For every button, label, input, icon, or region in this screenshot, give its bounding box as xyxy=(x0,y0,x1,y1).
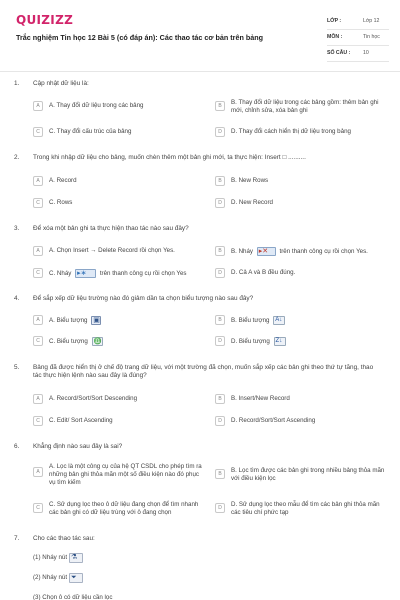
question-number: 3. xyxy=(14,225,20,232)
meta-count xyxy=(327,46,389,62)
option-b[interactable] xyxy=(215,246,390,256)
option-letter: C xyxy=(33,127,43,137)
option-text: D. Sử dụng lọc theo mẫu để tìm các bản ghi thỏa mãn các tiêu chí phức tạp xyxy=(231,501,380,517)
option-letter: B xyxy=(215,101,225,111)
question-text: Để xóa một bản ghi ta thực hiện thao tác nào sau đây? xyxy=(33,225,189,232)
option-d[interactable] xyxy=(215,268,390,278)
meta-subject xyxy=(327,30,389,46)
option-letter: D xyxy=(215,336,225,346)
step-text: (1) Nháy nút xyxy=(33,554,68,561)
option-a[interactable] xyxy=(33,315,205,325)
option-a[interactable] xyxy=(33,176,205,186)
step-text: (2) Nháy nút xyxy=(33,574,68,581)
option-a[interactable] xyxy=(33,394,205,404)
option-b[interactable] xyxy=(215,394,390,404)
option-letter: D xyxy=(215,416,225,426)
option-text xyxy=(231,315,287,325)
option-b[interactable] xyxy=(215,466,390,483)
option-label: D. Biểu tượng xyxy=(231,338,270,346)
option-text: A. Lọc là một công cụ của hệ QT CSDL cho phép tìm ra những bản ghi thỏa mãn một số điều kiện nào đó phục vụ tìm kiếm xyxy=(49,463,202,487)
option-a[interactable] xyxy=(33,462,205,488)
option-text: B. Lọc tìm được các bản ghi trong nhiều bảng thỏa mãn với điều kiện lọc xyxy=(231,467,385,483)
option-text: A. Record xyxy=(49,177,77,184)
option-text: B. Insert/New Record xyxy=(231,395,290,402)
apply-filter-icon: ⏷ xyxy=(69,573,83,583)
option-a[interactable] xyxy=(33,101,205,111)
option-c[interactable] xyxy=(33,127,205,137)
option-d[interactable] xyxy=(215,336,390,346)
option-text: C. Thay đổi cấu trúc của bảng xyxy=(49,128,132,135)
question-text: Bảng đã được hiển thị ở chế độ trang dữ liệu, với một trường đã chọn, muốn sắp xếp các bản ghi theo thứ tự tăng, thao tác thực hiện lệnh nào sau đây là đúng? xyxy=(33,364,374,380)
filter-by-selection-icon: ⚗ xyxy=(69,553,83,563)
option-text: A. Thay đổi dữ liệu trong các bảng xyxy=(49,102,144,109)
option-c[interactable] xyxy=(33,268,205,278)
option-b[interactable] xyxy=(215,98,390,115)
option-letter: C xyxy=(33,416,43,426)
option-text xyxy=(49,315,103,325)
meta-value: Tin học xyxy=(363,34,380,40)
option-d[interactable] xyxy=(215,416,390,426)
option-letter: A xyxy=(33,246,43,256)
option-letter: C xyxy=(33,198,43,208)
option-text: B. Thay đổi dữ liệu trong các bảng gồm: thêm bản ghi mới, chỉnh sửa, xóa bản ghi xyxy=(231,99,379,115)
question-text: Khẳng định nào sau đây là sai? xyxy=(33,443,123,450)
meta-value: 10 xyxy=(363,50,369,56)
question-number: 1. xyxy=(14,80,20,87)
option-text: C. Rows xyxy=(49,199,73,206)
option-post: trên thanh công cụ rồi chọn Yes xyxy=(99,270,187,278)
option-c[interactable] xyxy=(33,336,205,346)
option-d[interactable] xyxy=(215,198,390,208)
option-letter: D xyxy=(215,198,225,208)
filter-binoculars-icon: ♎ xyxy=(93,338,102,345)
sort-descending-icon: Z↓ xyxy=(274,337,286,346)
option-letter: B xyxy=(215,315,225,325)
meta-key: SỐ CÂU : xyxy=(327,50,351,56)
option-letter: A xyxy=(33,101,43,111)
save-sort-icon: ▣ xyxy=(93,317,100,324)
option-letter: A xyxy=(33,315,43,325)
option-label: C. Biểu tượng xyxy=(49,338,88,346)
option-text: C. Edit/ Sort Ascending xyxy=(49,417,113,424)
option-letter: C xyxy=(33,336,43,346)
meta-info xyxy=(327,14,389,62)
option-letter: D xyxy=(215,268,225,278)
new-record-icon: ▸∗ xyxy=(75,269,96,278)
meta-value: Lớp 12 xyxy=(363,18,380,24)
option-post: trên thanh công cụ rồi chọn Yes. xyxy=(279,248,368,256)
option-text xyxy=(231,246,368,256)
option-text: A. Record/Sort/Sort Descending xyxy=(49,395,138,402)
option-d[interactable] xyxy=(215,500,390,517)
option-d[interactable] xyxy=(215,127,390,137)
option-text: B. New Rows xyxy=(231,177,269,184)
option-text: A. Chọn Insert → Delete Record rồi chọn Yes. xyxy=(49,247,175,254)
option-text xyxy=(49,336,105,346)
delete-record-icon: ▸✕ xyxy=(257,247,276,256)
worksheet-header xyxy=(0,0,400,72)
meta-key: MÔN : xyxy=(327,34,343,40)
option-letter: D xyxy=(215,503,225,513)
option-pre: B. Nháy xyxy=(231,248,254,256)
option-text: D. Record/Sort/Sort Ascending xyxy=(231,417,316,424)
option-letter: D xyxy=(215,127,225,137)
option-letter: B xyxy=(215,394,225,404)
question-text: Trong khi nhập dữ liệu cho bảng, muốn chèn thêm một bản ghi mới, ta thực hiện: Insert □ .......... xyxy=(33,154,306,161)
option-letter: A xyxy=(33,394,43,404)
option-a[interactable] xyxy=(33,246,205,256)
option-text: D. Cả A và B đều đúng. xyxy=(231,269,296,276)
option-b[interactable] xyxy=(215,315,390,325)
step-2 xyxy=(33,573,85,583)
option-letter: C xyxy=(33,268,43,278)
sort-ascending-icon: A↓ xyxy=(273,316,285,325)
question-text: Để sắp xếp dữ liệu trường nào đó giảm dần ta chọn biểu tượng nào sau đây? xyxy=(33,295,254,302)
option-text xyxy=(49,268,187,278)
question-number: 6. xyxy=(14,443,20,450)
option-pre: C. Nháy xyxy=(49,270,72,278)
question-number: 7. xyxy=(14,535,20,542)
question-number: 4. xyxy=(14,295,20,302)
option-c[interactable] xyxy=(33,416,205,426)
meta-class xyxy=(327,14,389,30)
option-text: C. Sử dụng lọc theo ô dữ liệu đang chọn để tìm nhanh các bản ghi có dữ liệu trùng với ô đang chọn xyxy=(49,501,199,517)
meta-key: LỚP : xyxy=(327,18,342,24)
question-number: 2. xyxy=(14,154,20,161)
option-letter: B xyxy=(215,176,225,186)
option-c[interactable] xyxy=(33,198,205,208)
option-letter: C xyxy=(33,503,43,513)
option-text: D. New Record xyxy=(231,199,273,206)
question-text: Cập nhật dữ liệu là: xyxy=(33,80,89,87)
option-letter: A xyxy=(33,467,43,477)
step-1 xyxy=(33,553,85,563)
option-b[interactable] xyxy=(215,176,390,186)
option-letter: A xyxy=(33,176,43,186)
question-number: 5. xyxy=(14,364,20,371)
step-3 xyxy=(33,593,112,600)
page-title: Trắc nghiệm Tin học 12 Bài 5 (có đáp án): Các thao tác cơ bản trên bảng xyxy=(16,33,264,42)
option-text xyxy=(231,336,288,346)
question-text: Cho các thao tác sau: xyxy=(33,535,95,542)
option-c[interactable] xyxy=(33,500,205,517)
option-label: B. Biểu tượng xyxy=(231,317,270,325)
option-letter: B xyxy=(215,469,225,479)
step-text: (3) Chọn ô có dữ liệu cần lọc xyxy=(33,594,113,600)
option-text: D. Thay đổi cách hiển thị dữ liệu trong bảng xyxy=(231,128,351,135)
option-letter: B xyxy=(215,246,225,256)
option-label: A. Biểu tượng xyxy=(49,317,88,325)
quizizz-logo: QUIZIZZ xyxy=(16,13,74,27)
